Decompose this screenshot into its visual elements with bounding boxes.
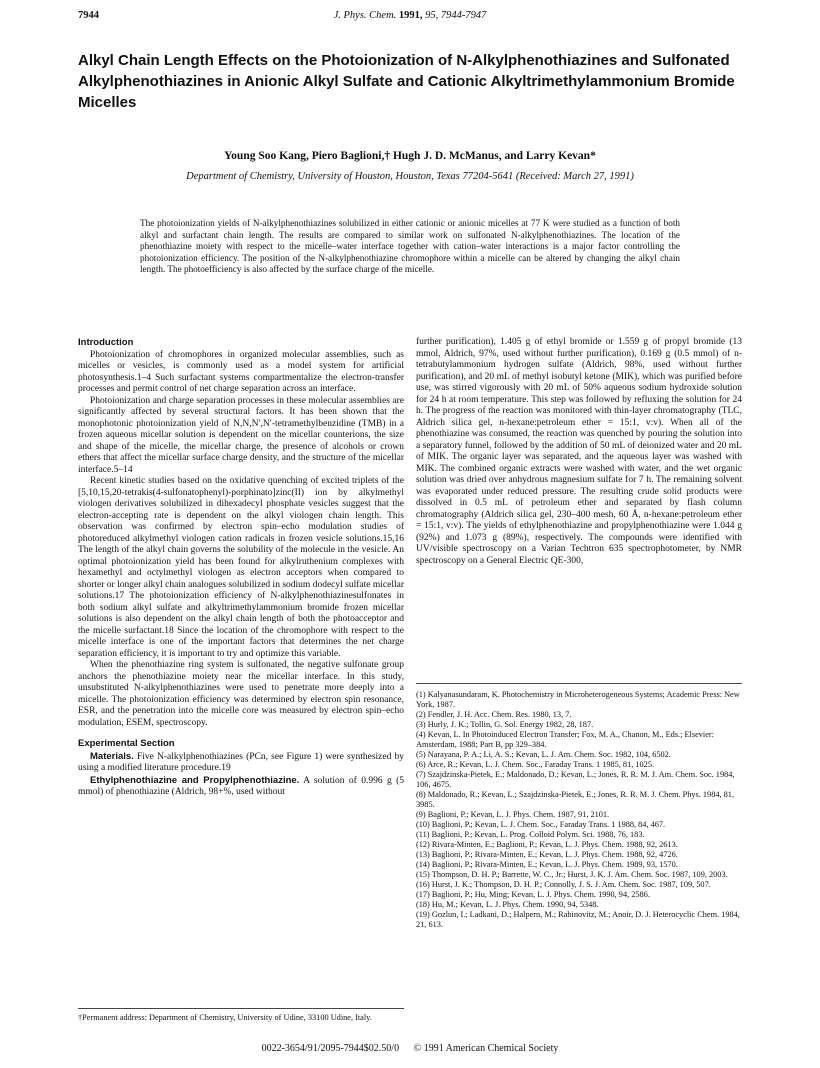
paper-title: Alkyl Chain Length Effects on the Photoionization of N-Alkylphenothiazines and Sulfonated Alkylphenothiazines in Anionic Alkyl Sulfate and Cationic Alkyltrimethylammonium Bromide Micelles bbox=[78, 52, 735, 111]
reference-list bbox=[416, 683, 742, 930]
journal-name: J. Phys. Chem. bbox=[333, 10, 397, 21]
reference-item: (15) Thompson, D. H. P.; Barrette, W. C., Jr.; Hurst, J. K. J. Am. Chem. Soc. 1987, 109, 2003. bbox=[416, 870, 728, 879]
intro-paragraph-2: Photoionization and charge separation processes in these molecular assemblies are significantly affected by several structural factors. It has been shown that the monophotonic photoionization yield of N,N,N′,N′-tetramethylbenzidine (TMB) in a frozen aqueous micellar solution is dependent on the micellar counterions, the size and shape of the micelle, the micellar charge, the presence of alcohols or crown ethers that affect the micellar surface charge density, and the structure of the micellar interface.5–14 bbox=[78, 395, 404, 475]
right-column bbox=[416, 337, 742, 567]
running-header bbox=[78, 10, 742, 24]
article-code: 0022-3654/91/2095-7944$02.50/0 bbox=[261, 1043, 400, 1054]
footnote: †Permanent address: Department of Chemistry, University of Udine, 33100 Udine, Italy. bbox=[78, 1008, 404, 1023]
materials-text: Five N-alkylphenothiazines (PCn, see Figure 1) were synthesized by using a modified literature procedure.19 bbox=[78, 751, 404, 773]
reference-item: (19) Gozlun, I.; Ladkani, D.; Halpern, M.; Rabinovitz, M.; Anoir, D. J. Heterocyclic Chem. 1984, 21, 613. bbox=[416, 910, 740, 929]
reference-item: (17) Baglioni, P.; Hu, Ming; Kevan, L. J. Phys. Chem. 1990, 94, 2586. bbox=[416, 890, 650, 899]
materials-label: Materials. bbox=[90, 750, 134, 762]
reference-item: (4) Kevan, L. In Photoinduced Electron Transfer; Fox, M. A., Chanon, M., Eds.; Elsevier: Amsterdam, 1988; Part B, pp 329–384. bbox=[416, 730, 714, 749]
synthesis-paragraph: further purification), 1.405 g of ethyl bromide or 1.559 g of propyl bromide (13 mmol, Aldrich, 97%, used without further purification), 0.169 g (0.5 mmol) of n-tetrabutylammonium hydrogen sulfate (Aldrich, 98%, used without further purification), and 20 mL of methyl isobutyl ketone (MIK), which was purified before use, was stirred vigorously with 20 mL of 50% aqueous sodium hydroxide solution for 24 h at room temperature. This step was followed by refluxing the solution for 24 h. The progress of the reaction was monitored with thin-layer chromatography (TLC, Aldrich silica gel, n-hexane:petroleum ether = 15:1, v:v). When all of the phenothiazine was consumed, the reaction was quenched by pouring the solution into a separatory funnel, followed by the addition of 50 mL of deionized water and 20 mL of MIK. The organic layer was separated, and the aqueous layer was washed with MIK. The combined organic extracts were washed with water, and the wet organic solution was dried over anhydrous magnesium sulfate for 7 h. The remaining solvent was evaporated under reduced pressure. The resulting crude solid products were dissolved in 0.5 mL of petroleum ether and separated by flash column chromatography (Aldrich silica gel, 230–400 mesh, 60 Å, n-hexane:petroleum ether = 15:1, v:v). The yields of ethylphenothiazine and propylphenothiazine were 1.044 g (92%) and 1.073 g (89%), respectively. The compounds were identified with UV/visible spectroscopy on a Varian Techtron 635 spectrophotometer, by NMR spectroscopy on a General Electric QE-300, bbox=[416, 337, 742, 566]
ethyl-paragraph bbox=[78, 775, 404, 799]
reference-item: (2) Fendler, J. H. Acc. Chem. Res. 1980, 13, 7. bbox=[416, 710, 572, 719]
ethyl-label: Ethylphenothiazine and Propylphenothiazine. bbox=[90, 774, 300, 786]
page-number: 7944 bbox=[78, 10, 99, 21]
intro-paragraph-1: Photoionization of chromophores in organized molecular assemblies, such as micelles or vesicles, is commonly used as a model system for artificial photosynthesis.1–4 Such surfactant systems compartmentalize the electron-transfer processes and permit control of net charge separation across an interface. bbox=[78, 349, 404, 394]
affiliation: Department of Chemistry, University of Houston, Houston, Texas 77204-5641 (Received: March 27, 1991) bbox=[186, 171, 634, 182]
section-heading-introduction: Introduction bbox=[78, 337, 134, 348]
reference-item: (18) Hu, M.; Kevan, L. J. Phys. Chem. 1990, 94, 5348. bbox=[416, 900, 599, 909]
left-column bbox=[78, 337, 404, 799]
journal-pages: 7944-7947 bbox=[440, 10, 487, 21]
journal-year: 1991, bbox=[398, 10, 423, 21]
reference-item: (1) Kalyanasundaram, K. Photochemistry in Microheterogeneous Systems; Academic Press: New York, 1987. bbox=[416, 690, 740, 709]
section-heading-experimental: Experimental Section bbox=[78, 738, 175, 749]
author-list: Young Soo Kang, Piero Baglioni,† Hugh J. D. McManus, and Larry Kevan* bbox=[224, 150, 596, 162]
reference-item: (16) Hurst, J. K.; Thompson, D. H. P.; Connolly, J. S. J. Am. Chem. Soc. 1987, 109, 507. bbox=[416, 880, 711, 889]
reference-item: (3) Hurly, J. K.; Tollin, G. Sol. Energy 1982, 28, 187. bbox=[416, 720, 594, 729]
reference-item: (7) Szajdzinska-Pietek, E.; Maldonado, D.; Kevan, L.; Jones, R. R. M. J. Am. Chem. Soc. 1984, 106, 4675. bbox=[416, 770, 735, 789]
reference-item: (6) Arce, R.; Kevan, L. J. Chem. Soc., Faraday Trans. 1 1985, 81, 1025. bbox=[416, 760, 655, 769]
reference-item: (13) Baglioni, P.; Rivara-Minten, E.; Kevan, L. J. Phys. Chem. 1988, 92, 4726. bbox=[416, 850, 678, 859]
ethyl-text: A solution of 0.996 g (5 mmol) of phenothiazine (Aldrich, 98+%, used without bbox=[78, 775, 404, 797]
reference-item: (10) Baglioni, P.; Kevan, L. J. Chem. Soc., Faraday Trans. 1 1988, 84, 467. bbox=[416, 820, 666, 829]
journal-citation bbox=[78, 10, 742, 21]
reference-item: (5) Narayana, P. A.; Li, A. S.; Kevan, L. J. Am. Chem. Soc. 1982, 104, 6502. bbox=[416, 750, 671, 759]
reference-item: (14) Baglioni, P.; Rivara-Minten, E.; Kevan, L. J. Phys. Chem. 1989, 93, 1570. bbox=[416, 860, 678, 869]
reference-item: (9) Baglioni, P.; Kevan, L. J. Phys. Chem. 1987, 91, 2101. bbox=[416, 810, 610, 819]
abstract: The photoionization yields of N-alkylphenothiazines solubilized in either cationic or anionic micelles at 77 K were studied as a function of both alkyl and surfactant chain length. The results are compared to similar work on sulfonated N-alkylphenothiazines. The location of the phenothiazine moiety with respect to the micelle–water interface together with cation–water interactions is a major factor controlling the photoionization efficiency. The position of the N-alkylphenothiazine chromophore within a micelle can be altered by changing the alkyl chain length. The photoefficiency is also affected by the surface charge of the micelle. bbox=[140, 218, 680, 275]
copyright: © 1991 American Chemical Society bbox=[413, 1043, 559, 1054]
reference-item: (11) Baglioni, P.; Kevan, L. Prog. Colloid Polym. Sci. 1988, 76, 183. bbox=[416, 830, 645, 839]
materials-paragraph bbox=[78, 751, 404, 775]
intro-paragraph-4: When the phenothiazine ring system is sulfonated, the negative sulfonate group anchors the phenothiazine moiety near the micellar interface. In this study, unsubstituted N-alkylphenothiazines were used to penetrate more deeply into a micelle. The photoionization efficiency was determined by electron spin resonance, ESR, and the penetration into the micelle core was measured by electron spin–echo modulation, ESEM, spectroscopy. bbox=[78, 660, 404, 728]
page-footer bbox=[78, 1043, 742, 1054]
journal-volume: 95, bbox=[425, 10, 439, 21]
reference-item: (12) Rivara-Minten, E.; Baglioni, P.; Kevan, L. J. Phys. Chem. 1988, 92, 2613. bbox=[416, 840, 678, 849]
reference-item: (8) Maldonado, R.; Kevan, L.; Szajdzinska-Pietek, E.; Jones, R. R. M. J. Chem. Phys. 1984, 81, 3985. bbox=[416, 790, 735, 809]
intro-paragraph-3: Recent kinetic studies based on the oxidative quenching of excited triplets of the [5,10,15,20-tetrakis(4-sulfonatophenyl)-porphinato]zinc(II) ion by alkylmethyl viologen derivatives solubilized in dihexadecyl phosphate vesicles suggest that the electron-accepting rate is dependent on the alkyl viologen chain length. This observation was confirmed by electron spin–echo modulation studies of photoreduced alkylmethyl viologen cation radicals in frozen vesicle solutions.15,16 The length of the alkyl chain governs the solubility of the molecule in the vesicle. An optimal photoionization yield has been found for alkylruthenium complexes with hexamethyl and octylmethyl viologen as electron acceptors when compared to shorter or longer alkyl chain analogues solubilized in sodium dodecyl sulfate micellar solutions.17 The photoionization efficiency of N-alkylphenothiazinesulfonates in both sodium alkyl sulfate and alkyltrimethylammonium bromide frozen micellar solutions is also dependent on the alkyl chain length of both the photoacceptor and the micelle surfactant.18 Since the location of the chromophore with respect to the micelle interface is one of the important factors that determines the net charge separation efficiency, it is important to try and optimize this variable. bbox=[78, 476, 404, 659]
